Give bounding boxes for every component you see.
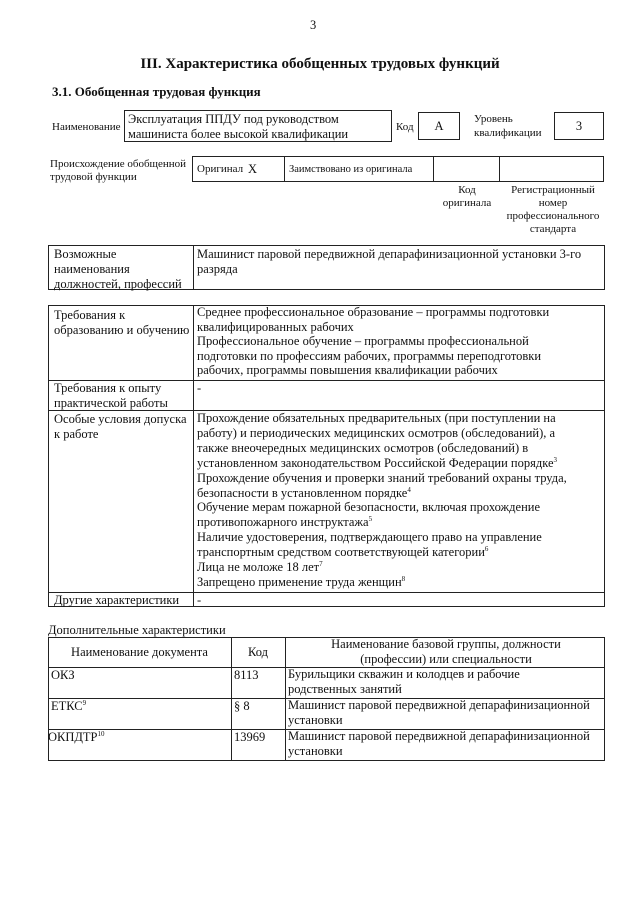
condition-line: Наличие удостоверения, подтверждающего право на управление [197, 530, 542, 545]
additional-title: Дополнительные характеристики [48, 623, 226, 637]
other-label: Другие характеристики [54, 593, 180, 607]
level-label-line-2: квалификации [474, 127, 542, 139]
condition-line: также внеочередных медицинских осмотров (обследований) в [197, 440, 529, 455]
level-label [474, 112, 541, 140]
condition-line: противопожарного инструктажа$^5$ [197, 515, 373, 530]
table-row-doc: ЕТКС$^9$ [51, 698, 87, 713]
conditions-label: Особые условия допуска к работе [54, 412, 187, 441]
condition-line: безопасности в установленном порядке$^4$ [197, 485, 411, 500]
section-title: III. Характеристика обобщенных трудовых функций [140, 56, 500, 72]
function-name: Эксплуатация ППДУ под руководством машиниста более высокой квалификации [128, 112, 349, 141]
table-row-name: Бурильщики скважин и колодцев и рабочие родственных занятий [288, 667, 520, 696]
table-row-code: § 8 [234, 699, 250, 713]
level-label-line-1: Уровень [474, 113, 513, 125]
code-original-caption: Код оригинала [442, 184, 492, 209]
function-name-box [124, 110, 392, 142]
table-row-doc: ОКПДТР$^{10}$ [48, 729, 105, 744]
education-line: Среднее профессиональное образование – программы подготовки [197, 305, 550, 319]
col-name-header [287, 637, 605, 666]
origin-label: Происхождение обобщенной трудовой функции [50, 158, 187, 183]
education-line: подготовки по профессиям рабочих, программы переподготовки [197, 348, 542, 363]
conditions-value [197, 411, 602, 590]
subsection-title: 3.1. Обобщенная трудовая функция [52, 84, 261, 99]
table-row-name: Машинист паровой передвижной депарафинизационной установки [288, 729, 590, 758]
condition-line: работу) и периодических медицинских осмотров (обследований), а [197, 425, 556, 440]
experience-value: - [197, 381, 202, 395]
other-value: - [197, 593, 202, 607]
condition-line: Лица не моложе 18 лет$^7$ [197, 559, 323, 575]
education-line: Профессиональное обучение – программы профессиональной [197, 334, 529, 348]
borrowed-label: Заимствовано из оригинала [289, 164, 413, 175]
original-mark: Х [248, 162, 258, 176]
experience-label: Требования к опыту практической работы [54, 381, 168, 410]
level-value: 3 [575, 119, 583, 133]
original-label: Оригинал [197, 163, 244, 175]
name-label: Наименование [52, 121, 121, 133]
education-line: рабочих, программы повышения квалификации рабочих [197, 363, 498, 377]
condition-line: Прохождение обязательных предварительных (при поступлении на [197, 411, 556, 425]
reg-number-caption: Регистрационный номер профессионального стандарта [506, 184, 600, 235]
condition-line: Прохождение обучения и проверки знаний требований охраны труда, [197, 470, 567, 485]
col-code-header: Код [248, 645, 268, 659]
positions-value: Машинист паровой передвижной депарафинизационной установки 3-го разряда [197, 247, 582, 276]
table-row-code: 8113 [234, 668, 259, 682]
code-value: А [434, 119, 444, 133]
condition-line: установленном законодательством Российской Федерации порядке$^3$ [197, 455, 558, 470]
level-value-box [554, 112, 604, 140]
col-name-header-line: (профессии) или специальности [360, 651, 532, 666]
page-number: 3 [310, 18, 317, 32]
table-row-code: 13969 [234, 730, 266, 744]
education-line: квалифицированных рабочих [197, 319, 354, 334]
code-label: Код [396, 121, 414, 133]
condition-line: Запрещено применение труда женщин$^8$ [197, 574, 406, 589]
condition-line: Обучение мерам пожарной безопасности, включая прохождение [197, 500, 540, 515]
positions-label: Возможные наименования должностей, профессий [54, 247, 182, 291]
col-doc-header: Наименование документа [71, 645, 208, 659]
code-value-box [418, 112, 460, 140]
condition-line: транспортным средством соответствующей категории$^6$ [197, 545, 489, 560]
education-label: Требования к образованию и обучению [54, 308, 190, 337]
education-value [197, 305, 602, 378]
col-name-header-line: Наименование базовой группы, должности [331, 637, 561, 651]
table-row-name: Машинист паровой передвижной депарафинизационной установки [288, 698, 590, 727]
table-row-doc: ОКЗ [51, 668, 75, 682]
